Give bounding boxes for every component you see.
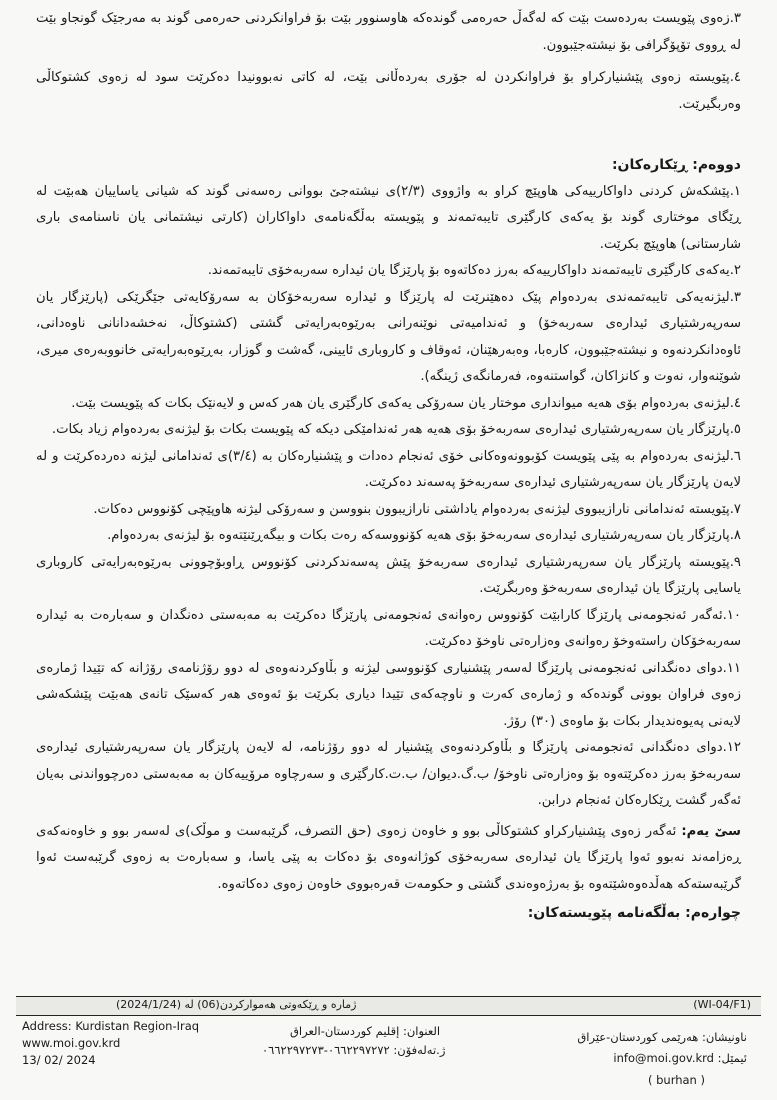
address-en: Address: Kurdistan Region-Iraq	[22, 1019, 200, 1033]
procedure-item-11: ١١.دوای دەنگدانی ئەنجومەنی پارێزگا لەسەر پێشنیاری کۆنووسی لیژنە و بڵاوکردنەوەی لە دوو رۆژنامەی رۆژانە کە تێیدا ژمارەی زەوی فراوان بوونی گوندەکە و ژمارەی کەرت و ناوچەکەی تێیدا دیاری بکرێت بۆ ئەوەی هەر کەسێک تانەی هەبێت پێشکەشی لایەنی پەیوەندیدار بکات بۆ ماوەی (٣٠) رۆژ.	[36, 660, 741, 729]
website-link[interactable]: www.moi.gov.krd	[22, 1036, 121, 1050]
procedure-item-2: ٢.یەکەی کارگێری تایبەتمەند داواکارییەکە بەرز دەکاتەوە بۆ پارێزگا یان ئیدارە سەربەخۆی تایبەتمەند.	[207, 263, 741, 278]
form-code: (WI-04/F1)	[693, 998, 751, 1011]
section-3	[36, 819, 741, 899]
author-initials: ( burhan )	[647, 1073, 705, 1087]
section-3-text: ئەگەر زەوی پێشنیارکراو کشتوکاڵی بوو و خاوەن زەوی (حق التصرف، گرێبەست و موڵک)ی لەسەر بوو و خاوەنەکەی ڕەزامەند نەبوو ئەوا پارێزگا یان ئیدارەی سەربەخۆی کوژانەوەی بۆ دەکات بە پێی یاسا، و سەبارەت بە زەوی گرێبەست ئەوا گرێبەستەکە هەڵدەوەشێتەوە بۆ بەرژەوەندی گشتی و حکومەت قەرەبووی خاوەن زەوی دەکاتەوە.	[36, 823, 741, 892]
address-ar: العنوان: إقليم كوردستان-العراق	[290, 1024, 441, 1038]
procedure-item-3: ٣.لیژنەیەکی تایبەتمەندی بەردەوام پێک دەهێنرێت لە پارێزگا و ئیدارە سەربەخۆکان بە سەرۆکایەتی جێگرێکی (پارێزگار یان سەرپەرشتیاری ئیدارەی سەربەخۆ) و ئەندامیەتی نوێنەرانی بەرێوەبەرایەتی گشتی (کشتوکاڵ، نەخشەدانانی ناوەدانی، ئاوەدانکردنەوە و نیشتەجێبوون، کارەبا، وەبەرهێنان، ئەوقاف و کاروباری ئایینی، گەشت و گوزار، بەڕێوەبەرایەتی خانووبەرەی میری، شوێنەوار، نەوت و کانزاکان، گواستنەوە، فەرمانگەی ژینگە).	[36, 289, 741, 384]
procedure-item-5: ٥.پارێزگار یان سەرپەرشتیاری ئیدارەی سەربەخۆ بۆی هەیە هەر ئەندامێکی دیکە کە پێویست بکات بۆ لیژنەی بەردەوام زیاد بکات.	[51, 422, 741, 437]
procedure-item-8: ٨.پارێزگار یان سەرپەرشتیاری ئیدارەی سەربەخۆ بۆی هەیە کۆنووسەکە رەت بکات و بیگەڕێنێتەوە بۆ لیژنەی بەردەوام.	[107, 528, 741, 543]
procedure-item-4: ٤.لیژنەی بەردەوام بۆی هەیە میوانداری موختار یان سەرۆکی یەکەی کارگێری یان هەر کەس و لایەنێک بکات کە پێویست بێت.	[71, 395, 741, 411]
procedure-item-9: ٩.پێویستە پارێزگار یان سەرپەرشتیاری ئیدارەی سەربەخۆ پێش پەسەندکردنی کۆنووس ڕاوبۆچوونی بەرێوەبەرایەتی کاروباری یاسایی پارێزگا یان ئیدارەی سەربەخۆ وەربگرێت.	[36, 554, 741, 596]
procedure-item-1: ١.پێشکەش کردنی داواکارییەکی هاوپێچ کراو بە واژووی (٢/٣)ی نیشتەجێ بووانی رەسەنی گوند کە شیانی یاساییان هەبێت لە ڕێگای موختاری گوند بۆ یەکەی کارگێری تایبەتمەند و پێویستە بەڵگەنامەی داواکاران (کارتی نیشتمانی یان ناسنامەی باری شارستانی) هاوپێچ بکرێت.	[36, 183, 741, 252]
section-3-label: سێ یەم:	[681, 823, 741, 839]
procedure-item-10: ١٠.ئەگەر ئەنجومەنی پارێزگا کارابێت کۆنووس رەوانەی ئەنجومەنی پارێزگا دەکرێت بە مەبەستی دەنگدان و سەبارەت بە ئیدارە سەربەخۆکان راستەوخۆ رەوانەی وەزارەتی ناوخۆ دەکرێت.	[36, 607, 741, 649]
phone-number: ژ.تەلەفۆن: ٠٦٦٢٢٩٧٢٧٢-٠٦٦٢٢٩٧٢٧٣	[262, 1043, 446, 1057]
paragraph-4: ٤.پێویستە زەوی پێشنیارکراو بۆ فراوانکردن لە جۆری بەردەڵانی بێت، لە کاتی نەبوونیدا دەکرێت سود لە زەوی کشتوکاڵی وەربگیرێت.	[36, 70, 741, 112]
procedure-item-7: ٧.پێویستە ئەندامانی نارازیبووی لیژنەی بەردەوام یاداشتی نارازیبوون بنووسن و سەرۆکی لیژنە هاوپێچی کۆنووس دەکات.	[93, 501, 741, 517]
procedure-item-6: ٦.لیژنەی بەردەوام بە پێی پێویست کۆبوونەوەکانی خۆی ئەنجام دەدات و پێشنیارەکان بە (٣/٤)ی ئەندامانی لیژنە دەردەکرێت و لە لایەن پارێزگار یان سەرپەرشتیاری ئیدارەی سەربەخۆ پەسەند دەکرێت.	[36, 448, 741, 490]
procedure-item-12: ١٢.دوای دەنگدانی ئەنجومەنی پارێزگا و بڵاوکردنەوەی پێشنیار لە دوو رۆژنامە، لە لایەن پارێزگار یان سەرپەرشتیاری ئیدارەی سەربەخۆ بەرز دەکرێتەوە بۆ وەزارەتی ناوخۆ/ ب.گ.دیوان/ ب.ت.کارگێری و سەرچاوە مرۆییەکان بە مەبەستی دەرچوواندنی بەیان ئەگەر گشت ڕێکارەکان ئەنجام درابن.	[36, 740, 741, 808]
document-body	[36, 6, 741, 927]
address-ku: ناونیشان: هەرێمی کوردستان-عێراق	[577, 1030, 747, 1044]
document-date: 13/ 02/ 2024	[22, 1053, 96, 1067]
footer-revision-band	[16, 996, 761, 1016]
email-address[interactable]: ئیمێل: info@moi.gov.krd	[613, 1051, 747, 1065]
section-2-heading: دووەم: ڕێکارەکان:	[611, 157, 741, 173]
section-4-heading: چوارەم: بەڵگەنامە پێویستەکان:	[527, 905, 741, 921]
paragraph-3: ٣.زەوی پێویست بەردەست بێت کە لەگەڵ حەرەمی گوندەکە هاوسنوور بێت بۆ فراوانکردنی حەرەمی گوند بە مەرجێک گونجاو بێت لە ڕووی تۆپۆگرافی بۆ نیشتەجێبوون.	[36, 11, 741, 53]
revision-reference: ژمارە و ڕێکەوتی هەموارکردن(06) لە (2024/1/24)	[116, 998, 357, 1011]
